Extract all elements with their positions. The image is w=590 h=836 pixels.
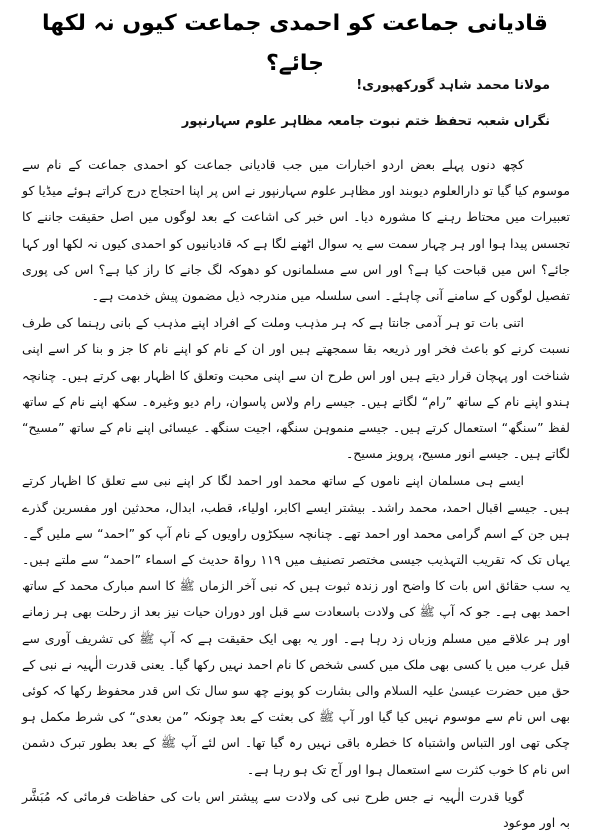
paragraph: کچھ دنوں پہلے بعض اردو اخبارات میں جب قادیانی جماعت کو احمدی جماعت کے نام سے موسوم کیا گیا تو دارالعلوم دیوبند اور مظاہر علوم سہارنپور نے اس پر اپنا احتجاج درج کراتے ہوئے میڈیا کو تعبیرات میں محتاط رہنے کا مشورہ دیا۔ اس خبر کی اشاعت کے بعد لوگوں میں اصل حقیقت جاننے کا تجسس پیدا ہوا اور ہر چہار سمت سے یہ سوال اٹھنے لگا ہے کہ قادیانیوں کو احمدی کیوں نہ لکھا اور کہا جائے؟ اس میں قباحت کیا ہے؟ اور اس سے مسلمانوں کو دھوکہ لگ جانے کا راز کیا ہے؟ اس کی پوری تفصیل لوگوں کے سامنے آنی چاہئے۔ اسی سلسلہ میں مندرجہ ذیل مضمون پیش خدمت ہے۔	[22, 157, 570, 304]
paragraph: گویا قدرت الٰہیہ نے جس طرح نبی کی ولادت سے پیشتر اس بات کی حفاظت فرمائی کہ مُبَشَّر بہ اور موعود	[22, 788, 570, 831]
paragraph: اتنی بات تو ہر آدمی جانتا ہے کہ ہر مذہب وملت کے افراد اپنے مذہب کے بانی رہنما کی طرف نسبت کرنے کو باعث فخر اور ذریعہ بقا سمجھتے ہیں اور ان کے نام کو اپنے نام کا جز و بنا کر اسے اپنی شناخت اور پہچان قرار دیتے ہیں اور اس طرح ان سے اپنی محبت وتعلق کا اظہار بھی کرتے ہیں۔ چنانچہ ہندو اپنے نام کے ساتھ ”رام“ لگاتے ہیں۔ جیسے رام ولاس پاسوان، رام دیو وغیرہ۔ سکھ اپنے نام کے ساتھ لفظ ”سنگھ“ استعمال کرتے ہیں۔ جیسے منموہن سنگھ، اجیت سنگھ۔ عیسائی اپنے نام کے ساتھ ”مسیح“ لگاتے ہیں۔ جیسے انور مسیح، پرویز مسیح۔	[22, 315, 570, 462]
author-name: مولانا محمد شاہد گورکھپوری!	[356, 78, 550, 93]
paragraph: ایسے ہی مسلمان اپنے ناموں کے ساتھ محمد اور احمد لگا کر اپنے نبی سے تعلق کا اظہار کرتے ہیں۔ جیسے اقبال احمد، محمد راشد۔ بیشتر ایسے اکابر، اولیاء، قطب، ابدال، محدثین اور مفسرین گذرے ہیں جن کے اسم گرامی محمد اور احمد تھے۔ چنانچہ سیکڑوں راویوں کے نام آپ کو ”احمد“ سے ملیں گے۔ یہاں تک کہ تقریب التہذیب جیسی مختصر تصنیف میں ۱۱۹ رواۃ حدیث کے اسماء ”احمد“ سے ملتے ہیں۔ یہ سب حقائق اس بات کا واضح اور زندہ ثبوت ہیں کہ نبی آخر الزماں ﷺ کا اسم مبارک محمد کے ساتھ احمد بھی ہے۔ جو کہ آپ ﷺ کی ولادت باسعادت سے قبل اور دوران حیات نیز بعد از رحلت بھی ہر زمانے اور ہر علاقے میں مسلم وزباں زد رہا ہے۔ اور یہ بھی ایک حقیقت ہے کہ آپ ﷺ کی تشریف آوری سے قبل عرب میں یا کسی بھی ملک میں کسی شخص کا نام احمد نہیں رکھا گیا۔ یعنی قدرت الٰہیہ نے نبی کے حق میں حضرت عیسیٰ علیہ السلام والی بشارت کو پونے چھ سو سال تک اس قدر محفوظ رکھا کہ کوئی بھی اس نام سے موسوم نہیں کیا گیا اور آپ ﷺ کی بعثت کے بعد چونکہ ”من بعدی“ کی شرط مکمل ہو چکی تھی اور التباس واشتباہ کا خطرہ باقی نہیں رہ گیا تھا۔ اس لئے آپ ﷺ کے بعد بطور تبرک دشمن اس نام کا خوب کثرت سے استعمال ہوا اور آج تک ہو رہا ہے۔	[22, 473, 571, 777]
article-title: قادیانی جماعت کو احمدی جماعت کیوں نہ لکھا جائے؟	[42, 11, 548, 76]
author-designation: نگراں شعبہ تحفظ ختم نبوت جامعہ مظاہر علوم سہارنپور	[181, 114, 550, 129]
article-body	[22, 152, 570, 836]
